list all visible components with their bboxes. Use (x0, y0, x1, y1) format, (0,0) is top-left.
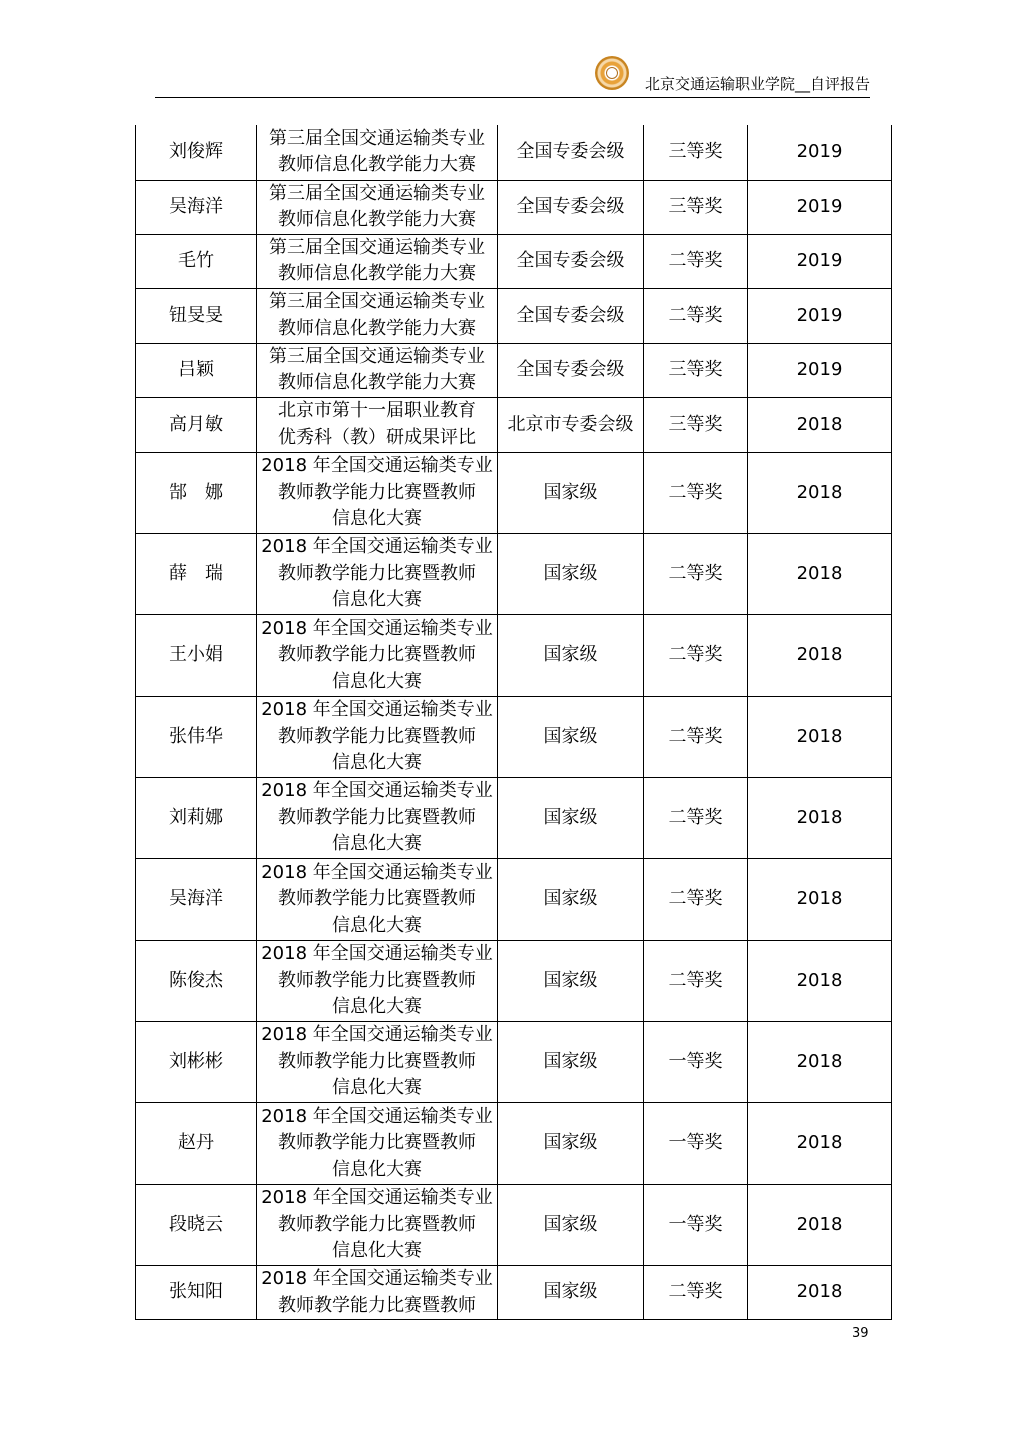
level-cell: 全国专委会级 (498, 180, 644, 234)
table-row (136, 941, 892, 1022)
event-line: 教师教学能力比赛暨教师 (278, 888, 476, 910)
award-cell: 二等奖 (644, 697, 748, 778)
event-line: 北京市第十一届职业教育 (278, 400, 476, 422)
year-cell: 2019 (748, 343, 892, 397)
year-cell: 2018 (748, 1103, 892, 1185)
event-line: 信息化大赛 (332, 996, 422, 1018)
table-row (136, 1266, 892, 1320)
table-row (136, 180, 892, 234)
year-cell: 2019 (748, 288, 892, 343)
year-cell: 2018 (748, 697, 892, 778)
level-cell: 国家级 (498, 697, 644, 778)
awards-table-body (136, 125, 892, 1320)
college-logo-icon (595, 56, 629, 90)
event-line: 教师教学能力比赛暨教师 (278, 481, 476, 503)
name-cell: 段晓云 (136, 1185, 257, 1266)
year-cell: 2018 (748, 615, 892, 697)
event-cell (257, 1185, 498, 1266)
event-line: 2018 年全国交通运输类专业 (261, 536, 493, 558)
level-cell: 国家级 (498, 859, 644, 941)
table-row (136, 343, 892, 397)
event-line: 教师教学能力比赛暨教师 (278, 969, 476, 991)
event-line: 第三届全国交通运输类专业 (269, 236, 485, 258)
event-line: 教师教学能力比赛暨教师 (278, 806, 476, 828)
event-line: 2018 年全国交通运输类专业 (261, 1024, 493, 1046)
year-cell: 2019 (748, 180, 892, 234)
event-line: 2018 年全国交通运输类专业 (261, 455, 493, 477)
table-row (136, 859, 892, 941)
event-line: 2018 年全国交通运输类专业 (261, 1187, 493, 1209)
event-line: 教师教学能力比赛暨教师 (278, 1213, 476, 1235)
name-cell: 刘彬彬 (136, 1022, 257, 1103)
event-line: 信息化大赛 (332, 914, 422, 936)
name-cell: 刘俊辉 (136, 125, 257, 180)
event-cell (257, 180, 498, 234)
level-cell: 国家级 (498, 534, 644, 615)
name-cell: 高月敏 (136, 398, 257, 453)
name-cell: 吴海洋 (136, 180, 257, 234)
event-line: 信息化大赛 (332, 508, 422, 530)
page-header (155, 52, 870, 98)
award-cell: 二等奖 (644, 859, 748, 941)
award-cell: 三等奖 (644, 343, 748, 397)
event-line: 2018 年全国交通运输类专业 (261, 617, 493, 639)
award-cell: 二等奖 (644, 778, 748, 859)
event-line: 信息化大赛 (332, 752, 422, 774)
award-cell: 二等奖 (644, 288, 748, 343)
table-row (136, 778, 892, 859)
event-line: 第三届全国交通运输类专业 (269, 127, 485, 149)
table-row (136, 234, 892, 288)
award-cell: 三等奖 (644, 180, 748, 234)
event-cell (257, 1103, 498, 1185)
year-cell: 2018 (748, 1022, 892, 1103)
name-cell: 吕颖 (136, 343, 257, 397)
event-line: 教师信息化教学能力大赛 (278, 317, 476, 339)
name-cell: 刘莉娜 (136, 778, 257, 859)
year-cell: 2018 (748, 1185, 892, 1266)
name-cell: 陈俊杰 (136, 941, 257, 1022)
year-cell: 2018 (748, 859, 892, 941)
year-cell: 2019 (748, 125, 892, 180)
event-cell (257, 398, 498, 453)
year-cell: 2018 (748, 778, 892, 859)
table-row (136, 697, 892, 778)
event-line: 2018 年全国交通运输类专业 (261, 1105, 493, 1127)
table-row (136, 125, 892, 180)
name-cell: 张知阳 (136, 1266, 257, 1320)
table-row (136, 398, 892, 453)
event-line: 第三届全国交通运输类专业 (269, 345, 485, 367)
event-line: 2018 年全国交通运输类专业 (261, 1268, 493, 1290)
level-cell: 全国专委会级 (498, 125, 644, 180)
event-line: 教师信息化教学能力大赛 (278, 372, 476, 394)
event-line: 第三届全国交通运输类专业 (269, 182, 485, 204)
level-cell: 全国专委会级 (498, 288, 644, 343)
name-cell: 钮旻旻 (136, 288, 257, 343)
level-cell: 国家级 (498, 615, 644, 697)
year-cell: 2018 (748, 398, 892, 453)
event-cell (257, 125, 498, 180)
award-cell: 一等奖 (644, 1185, 748, 1266)
name-cell: 赵丹 (136, 1103, 257, 1185)
header-divider (155, 97, 870, 98)
event-cell (257, 343, 498, 397)
table-row (136, 1103, 892, 1185)
event-line: 2018 年全国交通运输类专业 (261, 861, 493, 883)
awards-table (135, 125, 892, 1320)
event-line: 信息化大赛 (332, 670, 422, 692)
event-line: 教师教学能力比赛暨教师 (278, 562, 476, 584)
level-cell: 全国专委会级 (498, 234, 644, 288)
name-cell: 薛 瑞 (136, 534, 257, 615)
level-cell: 北京市专委会级 (498, 398, 644, 453)
award-cell: 二等奖 (644, 941, 748, 1022)
name-cell: 张伟华 (136, 697, 257, 778)
event-cell (257, 288, 498, 343)
level-cell: 国家级 (498, 1266, 644, 1320)
table-row (136, 615, 892, 697)
event-line: 教师信息化教学能力大赛 (278, 263, 476, 285)
event-cell (257, 1266, 498, 1320)
level-cell: 国家级 (498, 941, 644, 1022)
event-line: 第三届全国交通运输类专业 (269, 291, 485, 313)
award-cell: 二等奖 (644, 1266, 748, 1320)
event-cell (257, 1022, 498, 1103)
level-cell: 全国专委会级 (498, 343, 644, 397)
year-cell: 2018 (748, 941, 892, 1022)
name-cell: 郜 娜 (136, 453, 257, 534)
event-cell (257, 697, 498, 778)
event-line: 2018 年全国交通运输类专业 (261, 780, 493, 802)
event-line: 信息化大赛 (332, 833, 422, 855)
level-cell: 国家级 (498, 1185, 644, 1266)
year-cell: 2019 (748, 234, 892, 288)
award-cell: 二等奖 (644, 534, 748, 615)
event-line: 教师信息化教学能力大赛 (278, 154, 476, 176)
event-cell (257, 534, 498, 615)
event-line: 信息化大赛 (332, 589, 422, 611)
event-cell (257, 941, 498, 1022)
event-line: 信息化大赛 (332, 1077, 422, 1099)
award-cell: 二等奖 (644, 615, 748, 697)
table-row (136, 534, 892, 615)
award-cell: 三等奖 (644, 398, 748, 453)
year-cell: 2018 (748, 534, 892, 615)
header-title: 北京交通运输职业学院__自评报告 (644, 75, 870, 93)
table-row (136, 1022, 892, 1103)
event-line: 2018 年全国交通运输类专业 (261, 943, 493, 965)
event-line: 教师教学能力比赛暨教师 (278, 725, 476, 747)
event-line: 2018 年全国交通运输类专业 (261, 699, 493, 721)
award-cell: 三等奖 (644, 125, 748, 180)
year-cell: 2018 (748, 453, 892, 534)
event-cell (257, 453, 498, 534)
event-line: 信息化大赛 (332, 1240, 422, 1262)
event-line: 信息化大赛 (332, 1158, 422, 1180)
award-cell: 一等奖 (644, 1103, 748, 1185)
table-row (136, 1185, 892, 1266)
table-row (136, 288, 892, 343)
page-number: 39 (852, 1326, 869, 1341)
award-cell: 一等奖 (644, 1022, 748, 1103)
event-cell (257, 778, 498, 859)
level-cell: 国家级 (498, 1022, 644, 1103)
event-cell (257, 859, 498, 941)
event-line: 教师教学能力比赛暨教师 (278, 1050, 476, 1072)
level-cell: 国家级 (498, 1103, 644, 1185)
event-line: 教师教学能力比赛暨教师 (278, 644, 476, 666)
name-cell: 王小娟 (136, 615, 257, 697)
award-cell: 二等奖 (644, 234, 748, 288)
level-cell: 国家级 (498, 778, 644, 859)
name-cell: 吴海洋 (136, 859, 257, 941)
name-cell: 毛竹 (136, 234, 257, 288)
event-cell (257, 234, 498, 288)
event-line: 教师教学能力比赛暨教师 (278, 1132, 476, 1154)
event-line: 教师教学能力比赛暨教师 (278, 1294, 476, 1316)
event-cell (257, 615, 498, 697)
event-line: 教师信息化教学能力大赛 (278, 209, 476, 231)
year-cell: 2018 (748, 1266, 892, 1320)
award-cell: 二等奖 (644, 453, 748, 534)
event-line: 优秀科（教）研成果评比 (278, 427, 476, 449)
table-row (136, 453, 892, 534)
level-cell: 国家级 (498, 453, 644, 534)
